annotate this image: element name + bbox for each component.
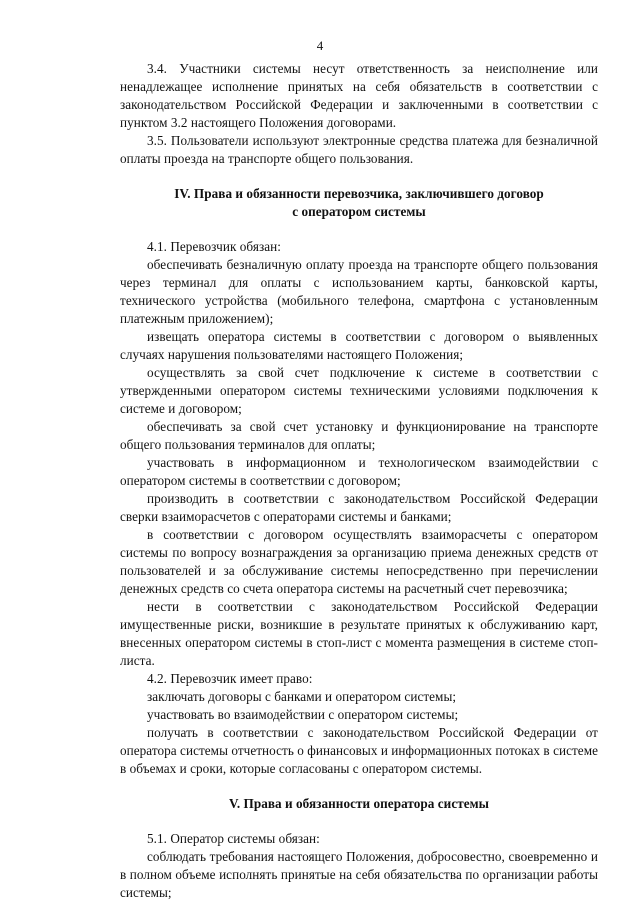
paragraph-3-4: 3.4. Участники системы несут ответственность за неисполнение или ненадлежащее исполнение принятых на себя обязательств в соответствии с законодательством Российской Федерации и заключенными в соответствии с пунктом 3.2 настоящего Положения договорами. (120, 61, 598, 130)
list-item: производить в соответствии с законодательством Российской Федерации сверки взаиморасчетов с операторами системы и банками; (120, 491, 598, 524)
section-5-heading: V. Права и обязанности оператора системы (228, 796, 490, 811)
list-item: получать в соответствии с законодательством Российской Федерации от оператора системы отчетность о финансовых и информационных потоках в системе в объемах и сроки, которые согласованы с оператором системы. (120, 725, 598, 776)
section-4-heading-line-1: IV. Права и обязанности перевозчика, заключившего договор (174, 186, 544, 201)
list-item: нести в соответствии с законодательством Российской Федерации имущественные риски, возникшие в результате принятых к обслуживанию карт, внесенных оператором системы в стоп-лист с момента размещения в системе стоп-листа. (120, 599, 598, 668)
list-item: обеспечивать безналичную оплату проезда на транспорте общего пользования через терминал для оплаты с использованием карты, банковской карты, технического устройства (мобильного телефона, смартфона с установленным платежным приложением); (120, 257, 598, 326)
list-item: заключать договоры с банками и оператором системы; (147, 689, 457, 704)
section-4-heading-line-2: с оператором системы (292, 204, 426, 219)
document-body (120, 60, 598, 902)
section-4-heading (120, 185, 598, 221)
page-number: 4 (316, 38, 324, 53)
paragraph-3-5: 3.5. Пользователи используют электронные средства платежа для безналичной оплаты проезда на транспорте общего пользования. (120, 133, 598, 166)
list-item: соблюдать требования настоящего Положения, добросовестно, своевременно и в полном объеме исполнять принятые на себя обязательства по организации работы системы; (120, 849, 598, 900)
list-item: осуществлять за свой счет подключение к системе в соответствии с утвержденными оператором системы техническими условиями подключения к системе и договором; (120, 365, 598, 416)
paragraph-5-1: 5.1. Оператор системы обязан: (147, 831, 320, 846)
paragraph-4-2: 4.2. Перевозчик имеет право: (147, 671, 313, 686)
list-item: в соответствии с договором осуществлять взаиморасчеты с оператором системы по вопросу вознаграждения за организацию приема денежных средств от пользователей и за обслуживание системы непосредственно при перечислении денежных средств со счета оператора системы на расчетный счет перевозчика; (120, 527, 598, 596)
list-item: участвовать во взаимодействии с оператором системы; (147, 707, 459, 722)
list-item: обеспечивать за свой счет установку и функционирование на транспорте общего пользования терминалов для оплаты; (120, 419, 598, 452)
list-item: участвовать в информационном и технологическом взаимодействии с оператором системы в соответствии с договором; (120, 455, 598, 488)
list-item: извещать оператора системы в соответствии с договором о выявленных случаях нарушения пользователями настоящего Положения; (120, 329, 598, 362)
paragraph-4-1: 4.1. Перевозчик обязан: (147, 239, 281, 254)
